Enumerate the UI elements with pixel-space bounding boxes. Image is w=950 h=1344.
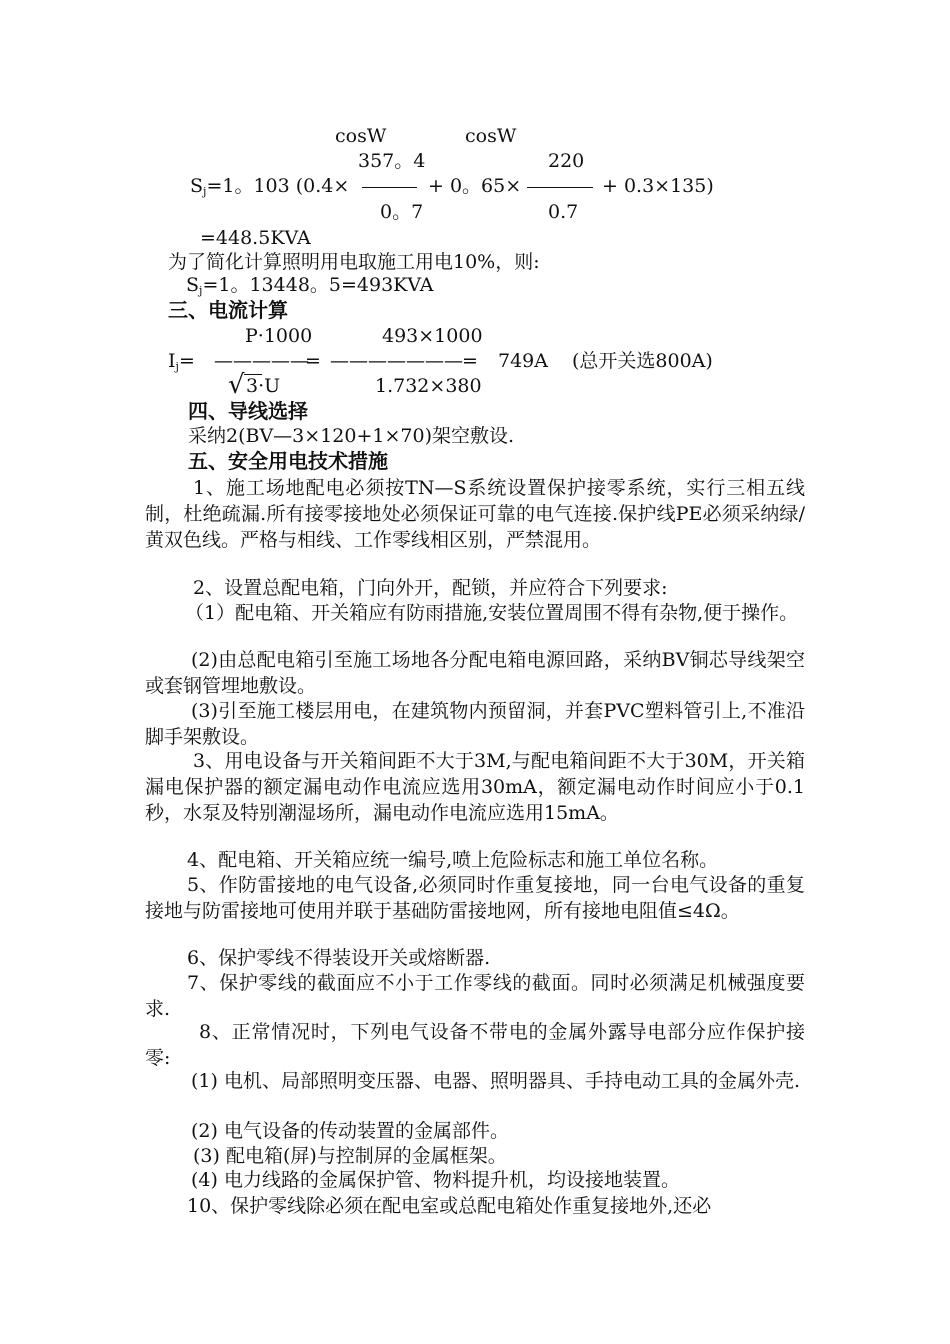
formula3-numerator-2: 493×1000 — [382, 325, 483, 347]
fraction-bar-2 — [527, 187, 593, 188]
paragraph-2: 2、设置总配电箱，门向外开，配锁，并应符合下列要求: — [193, 577, 668, 599]
paragraph-8: 8、正常情况时，下列电气设备不带电的金属外露导电部分应作保护接零: — [145, 1021, 805, 1069]
formula1-result: =448.5KVA — [200, 227, 311, 249]
paragraph-8-4: (4) 电力线路的金属保护管、物料提升机，均设接地装置。 — [191, 1169, 680, 1191]
formula3-value: 749A — [498, 350, 548, 372]
paragraph-2-1: （1）配电箱、开关箱应有防雨措施,安装位置周围不得有杂物,便于操作。 — [185, 602, 799, 624]
formula3-dash-1: ————— — [214, 350, 309, 372]
cos-label-right: cosW — [465, 125, 517, 147]
paragraph-6: 6、保护零线不得装设开关或熔断器. — [187, 947, 491, 969]
paragraph-5: 5、作防雷接地的电气设备,必须同时作重复接地，同一台电气设备的重复接地与防雷接地可使用并联于基础防雷接地网，所有接地电阻值≤4Ω。 — [145, 874, 805, 922]
formula3-eq-3: = — [462, 350, 478, 372]
paragraph-2-3: (3)引至施工楼层用电，在建筑物内预留洞，并套PVC塑料管引上,不准沿脚手架敷设。 — [145, 700, 805, 748]
formula3-denominator-1: 3·U — [246, 375, 281, 397]
section-3-title: 三、电流计算 — [168, 298, 288, 322]
numerator-1: 357。4 — [358, 150, 426, 172]
paragraph-10: 10、保护零线除必须在配电室或总配电箱处作重复接地外,还必 — [187, 1195, 712, 1217]
formula3-note: (总开关选800A) — [572, 350, 713, 372]
formula3-lhs: $I_j=$ — [168, 350, 195, 373]
cos-label-left: cosW — [335, 125, 387, 147]
paragraph-1: 1、施工场地配电必须按TN—S系统设置保护接零系统，实行三相五线制，杜绝疏漏.所有接零接地处必须保证可靠的电气连接.保护线PE必须采纳绿/黄双色线。严格与相线、工作零线相区别，严禁混用。 — [145, 477, 805, 551]
lighting-note: 为了简化计算照明用电取施工用电10%，则: — [168, 251, 540, 273]
formula1-tail: + 0.3×135) — [602, 175, 714, 197]
sqrt-symbol: √ — [228, 370, 245, 400]
denominator-2: 0.7 — [548, 201, 579, 223]
formula2: $S_j=1$。13448。5=493KVA — [186, 274, 434, 297]
paragraph-8-3: (3) 配电箱(屏)与控制屏的金属框架。 — [193, 1145, 507, 1167]
denominator-1: 0。7 — [380, 201, 424, 223]
paragraph-8-2: (2) 电气设备的传动装置的金属部件。 — [191, 1120, 509, 1142]
formula3-eq-2: = — [305, 350, 321, 372]
numerator-2: 220 — [548, 150, 585, 172]
paragraph-7: 7、保护零线的截面应不小于工作零线的截面。同时必须满足机械强度要求. — [145, 972, 805, 1020]
section-4-text: 采纳2(BV—3×120+1×70)架空敷设. — [188, 425, 515, 447]
section-4-title: 四、导线选择 — [188, 399, 308, 423]
formula3-numerator-1: P·1000 — [245, 325, 313, 347]
formula3-dash-2: ——————— — [330, 350, 463, 372]
section-5-title: 五、安全用电技术措施 — [188, 449, 388, 473]
paragraph-2-2: (2)由总配电箱引至施工场地各分配电箱电源回路，采纳BV铜芯导线架空或套钢管埋地敷设。 — [145, 649, 805, 697]
paragraph-8-1: (1) 电机、局部照明变压器、电器、照明器具、手持电动工具的金属外壳. — [191, 1070, 800, 1092]
fraction-bar-1 — [362, 187, 417, 188]
formula1-mid: + 0。65× — [428, 175, 522, 197]
formula1-lhs: $S_j=1$。103 (0.4× — [190, 175, 350, 198]
formula3-denominator-2: 1.732×380 — [375, 375, 482, 397]
paragraph-3: 3、用电设备与开关箱间距不大于3M,与配电箱间距不大于30M，开关箱漏电保护器的额定漏电动作电流应选用30mA，额定漏电动作时间应小于0.1秒，水泵及特别潮湿场所，漏电动作电流应选用15mA。 — [145, 750, 805, 824]
paragraph-4: 4、配电箱、开关箱应统一编号,喷上危险标志和施工单位名称。 — [187, 849, 719, 871]
